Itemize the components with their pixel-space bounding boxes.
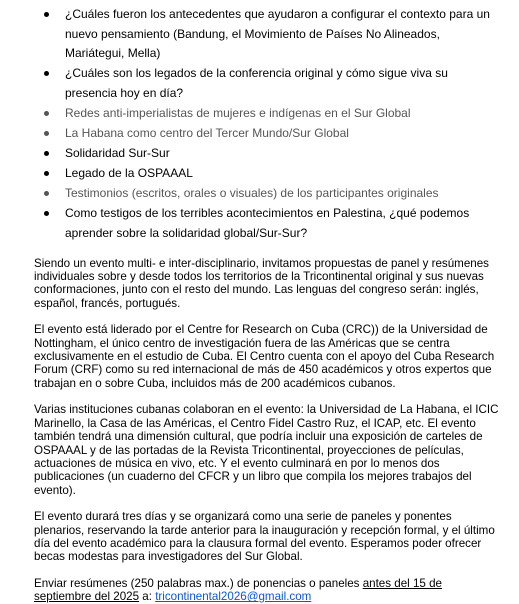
submission-deadline: antes del 15 de septiembre del 2025 — [34, 576, 442, 604]
bullet-item — [34, 204, 501, 243]
bullet-dot-icon — [44, 131, 49, 136]
bullet-item — [34, 5, 501, 64]
bullet-text: ¿Cuáles fueron los antecedentes que ayudaron a configurar el contexto para un nuevo pensamiento (Bandung, el Movimiento de Países No Alineados, Mariátegui, Mella) — [65, 7, 490, 61]
bullet-item — [34, 164, 501, 184]
submission-email-link[interactable]: tricontinental2026@gmail.com — [155, 590, 312, 604]
bullet-dot-icon — [44, 12, 49, 17]
bullet-item — [34, 144, 501, 164]
paragraph-crc: El evento está liderado por el Centre for Research on Cuba (CRC)) de la Universidad de Nottingham, el único centro de investigación fuera de las Américas que se centra exclusivamente en el estudio de Cuba. El Centro cuenta con el apoyo del Cuba Research Forum (CRF) como su red internacional de más de 450 académicos y otros expertos que trabajan en o sobre Cuba, incluidos más de 200 académicos cubanos. — [34, 323, 495, 390]
submission-prefix: Enviar resúmenes (250 palabras max.) de ponencias o paneles — [34, 576, 363, 590]
paragraph-duration: El evento durará tres días y se organizará como una serie de paneles y ponentes plenarios, reservando la tarde anterior para la inauguración y recepción formal, y el último día del evento académico para la clausura formal del evento. Esperamos poder ofrecer becas modestas para investigadores del Sur Global. — [34, 510, 495, 564]
bullet-dot-icon — [44, 151, 49, 156]
bullet-dot-icon — [44, 111, 49, 116]
bullet-item — [34, 184, 501, 204]
bullet-text: Legado de la OSPAAAL — [65, 166, 193, 181]
bullet-dot-icon — [44, 71, 49, 76]
topics-bullet-list — [34, 0, 501, 244]
paragraph-submission — [34, 577, 501, 604]
bullet-item — [34, 104, 501, 124]
paragraph-disciplinary: Siendo un evento multi- e inter-disciplinario, invitamos propuestas de panel y resúmenes individuales sobre y desde todos los territorios de la Tricontinental original y sus nuevas conformaciones, junto con el resto del mundo. Las lenguas del congreso serán: inglés, español, francés, portugués. — [34, 256, 489, 310]
submission-middle: a: — [139, 590, 156, 604]
bullet-text: Como testigos de los terribles acontecimientos en Palestina, ¿qué podemos aprender sobre la solidaridad global/Sur-Sur? — [65, 206, 470, 241]
bullet-text: Redes anti-imperialistas de mujeres e indígenas en el Sur Global — [65, 105, 411, 120]
paragraph-institutions: Varias instituciones cubanas colaboran en el evento: la Universidad de La Habana, el ICIC Marinello, la Casa de las Américas, el Centro Fidel Castro Ruz, el ICAP, etc. El evento también tendrá una dimensión cultural, que podría incluir una exposición de carteles de OSPAAAL y de las portadas de la Revista Tricontinental, proyecciones de películas, actuaciones de música en vivo, etc. Y el evento culminará en por lo menos dos publicaciones (un cuaderno del CFCR y un libro que compila los mejores trabajos del evento). — [34, 403, 499, 497]
bullet-item — [34, 64, 501, 103]
bullet-text: Solidaridad Sur-Sur — [65, 146, 170, 161]
bullet-text: ¿Cuáles son los legados de la conferencia original y cómo sigue viva su presencia hoy en día? — [65, 66, 448, 100]
bullet-text: Testimonios (escritos, orales o visuales) de los participantes originales — [65, 186, 439, 201]
bullet-dot-icon — [44, 191, 49, 196]
bullet-dot-icon — [44, 211, 49, 216]
bullet-item — [34, 124, 501, 144]
bullet-dot-icon — [44, 171, 49, 176]
bullet-text: La Habana como centro del Tercer Mundo/Sur Global — [65, 126, 349, 141]
